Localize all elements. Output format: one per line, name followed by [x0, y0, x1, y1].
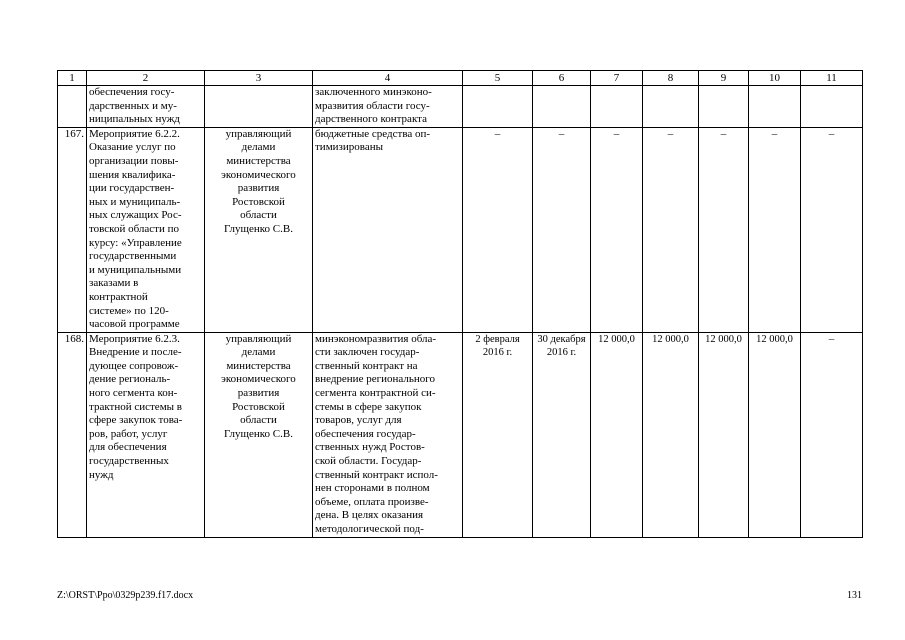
cell-col9 [699, 86, 749, 128]
cell-col8: 12 000,0 [643, 332, 699, 537]
cell-number: 168. [58, 332, 87, 537]
header-cell: 7 [591, 71, 643, 86]
cell-responsible: управляющий делами министерства экономического развития Ростовской области Глущенко С.В. [205, 127, 313, 332]
cell-col7: – [591, 127, 643, 332]
report-table [57, 70, 863, 538]
cell-col10 [749, 86, 801, 128]
cell-col8 [643, 86, 699, 128]
cell-col5 [463, 86, 533, 128]
header-cell: 9 [699, 71, 749, 86]
cell-number [58, 86, 87, 128]
header-cell: 5 [463, 71, 533, 86]
table-row-168 [58, 332, 863, 537]
cell-col10: – [749, 127, 801, 332]
cell-col11: – [801, 332, 863, 537]
header-cell: 6 [533, 71, 591, 86]
cell-start-date: – [463, 127, 533, 332]
cell-end-date: 30 декабря 2016 г. [533, 332, 591, 537]
cell-result: минэкономразвития обла- сти заключен государ- ственный контракт на внедрение регионального сегмента контрактной си- стемы в сфере закупок товаров, услуг для обеспечения государ- ственных нужд Ростов- ской области. Государ- ственный контракт испол- нен сторонами в полном объеме, оплата произве- дена. В целях оказания методологической под- [313, 332, 463, 537]
header-cell: 4 [313, 71, 463, 86]
header-cell: 2 [87, 71, 205, 86]
header-cell: 11 [801, 71, 863, 86]
header-cell: 8 [643, 71, 699, 86]
cell-col6 [533, 86, 591, 128]
cell-col9: – [699, 127, 749, 332]
header-cell: 10 [749, 71, 801, 86]
header-cell: 3 [205, 71, 313, 86]
cell-start-date: 2 февраля 2016 г. [463, 332, 533, 537]
cell-number: 167. [58, 127, 87, 332]
cell-result: бюджетные средства оп- тимизированы [313, 127, 463, 332]
cell-event: Мероприятие 6.2.3. Внедрение и после- дующее сопровож- дение региональ- ного сегмента кон- трактной системы в сфере закупок това- ров, работ, услуг для обеспечения государственных нужд [87, 332, 205, 537]
header-cell: 1 [58, 71, 87, 86]
cell-result: заключенного минэконо- мразвития области госу- дарственного контракта [313, 86, 463, 128]
cell-responsible: управляющий делами министерства экономического развития Ростовской области Глущенко С.В. [205, 332, 313, 537]
page-number: 131 [847, 590, 862, 601]
cell-event: обеспечения госу- дарственных и му- ниципальных нужд [87, 86, 205, 128]
cell-col11 [801, 86, 863, 128]
table-row-continuation [58, 86, 863, 128]
cell-col7: 12 000,0 [591, 332, 643, 537]
cell-col8: – [643, 127, 699, 332]
table-row-167 [58, 127, 863, 332]
cell-col7 [591, 86, 643, 128]
cell-responsible [205, 86, 313, 128]
header-row [58, 71, 863, 86]
cell-col10: 12 000,0 [749, 332, 801, 537]
cell-col9: 12 000,0 [699, 332, 749, 537]
cell-end-date: – [533, 127, 591, 332]
cell-col11: – [801, 127, 863, 332]
cell-event: Мероприятие 6.2.2. Оказание услуг по организации повы- шения квалифика- ции государствен- ных и муниципаль- ных служащих Рос- товской области по курсу: «Управление государственными и муниципальными заказами в контрактной системе» по 120- часовой программе [87, 127, 205, 332]
footer-file-path: Z:\ORST\Ppo\0329p239.f17.docx [57, 590, 194, 601]
